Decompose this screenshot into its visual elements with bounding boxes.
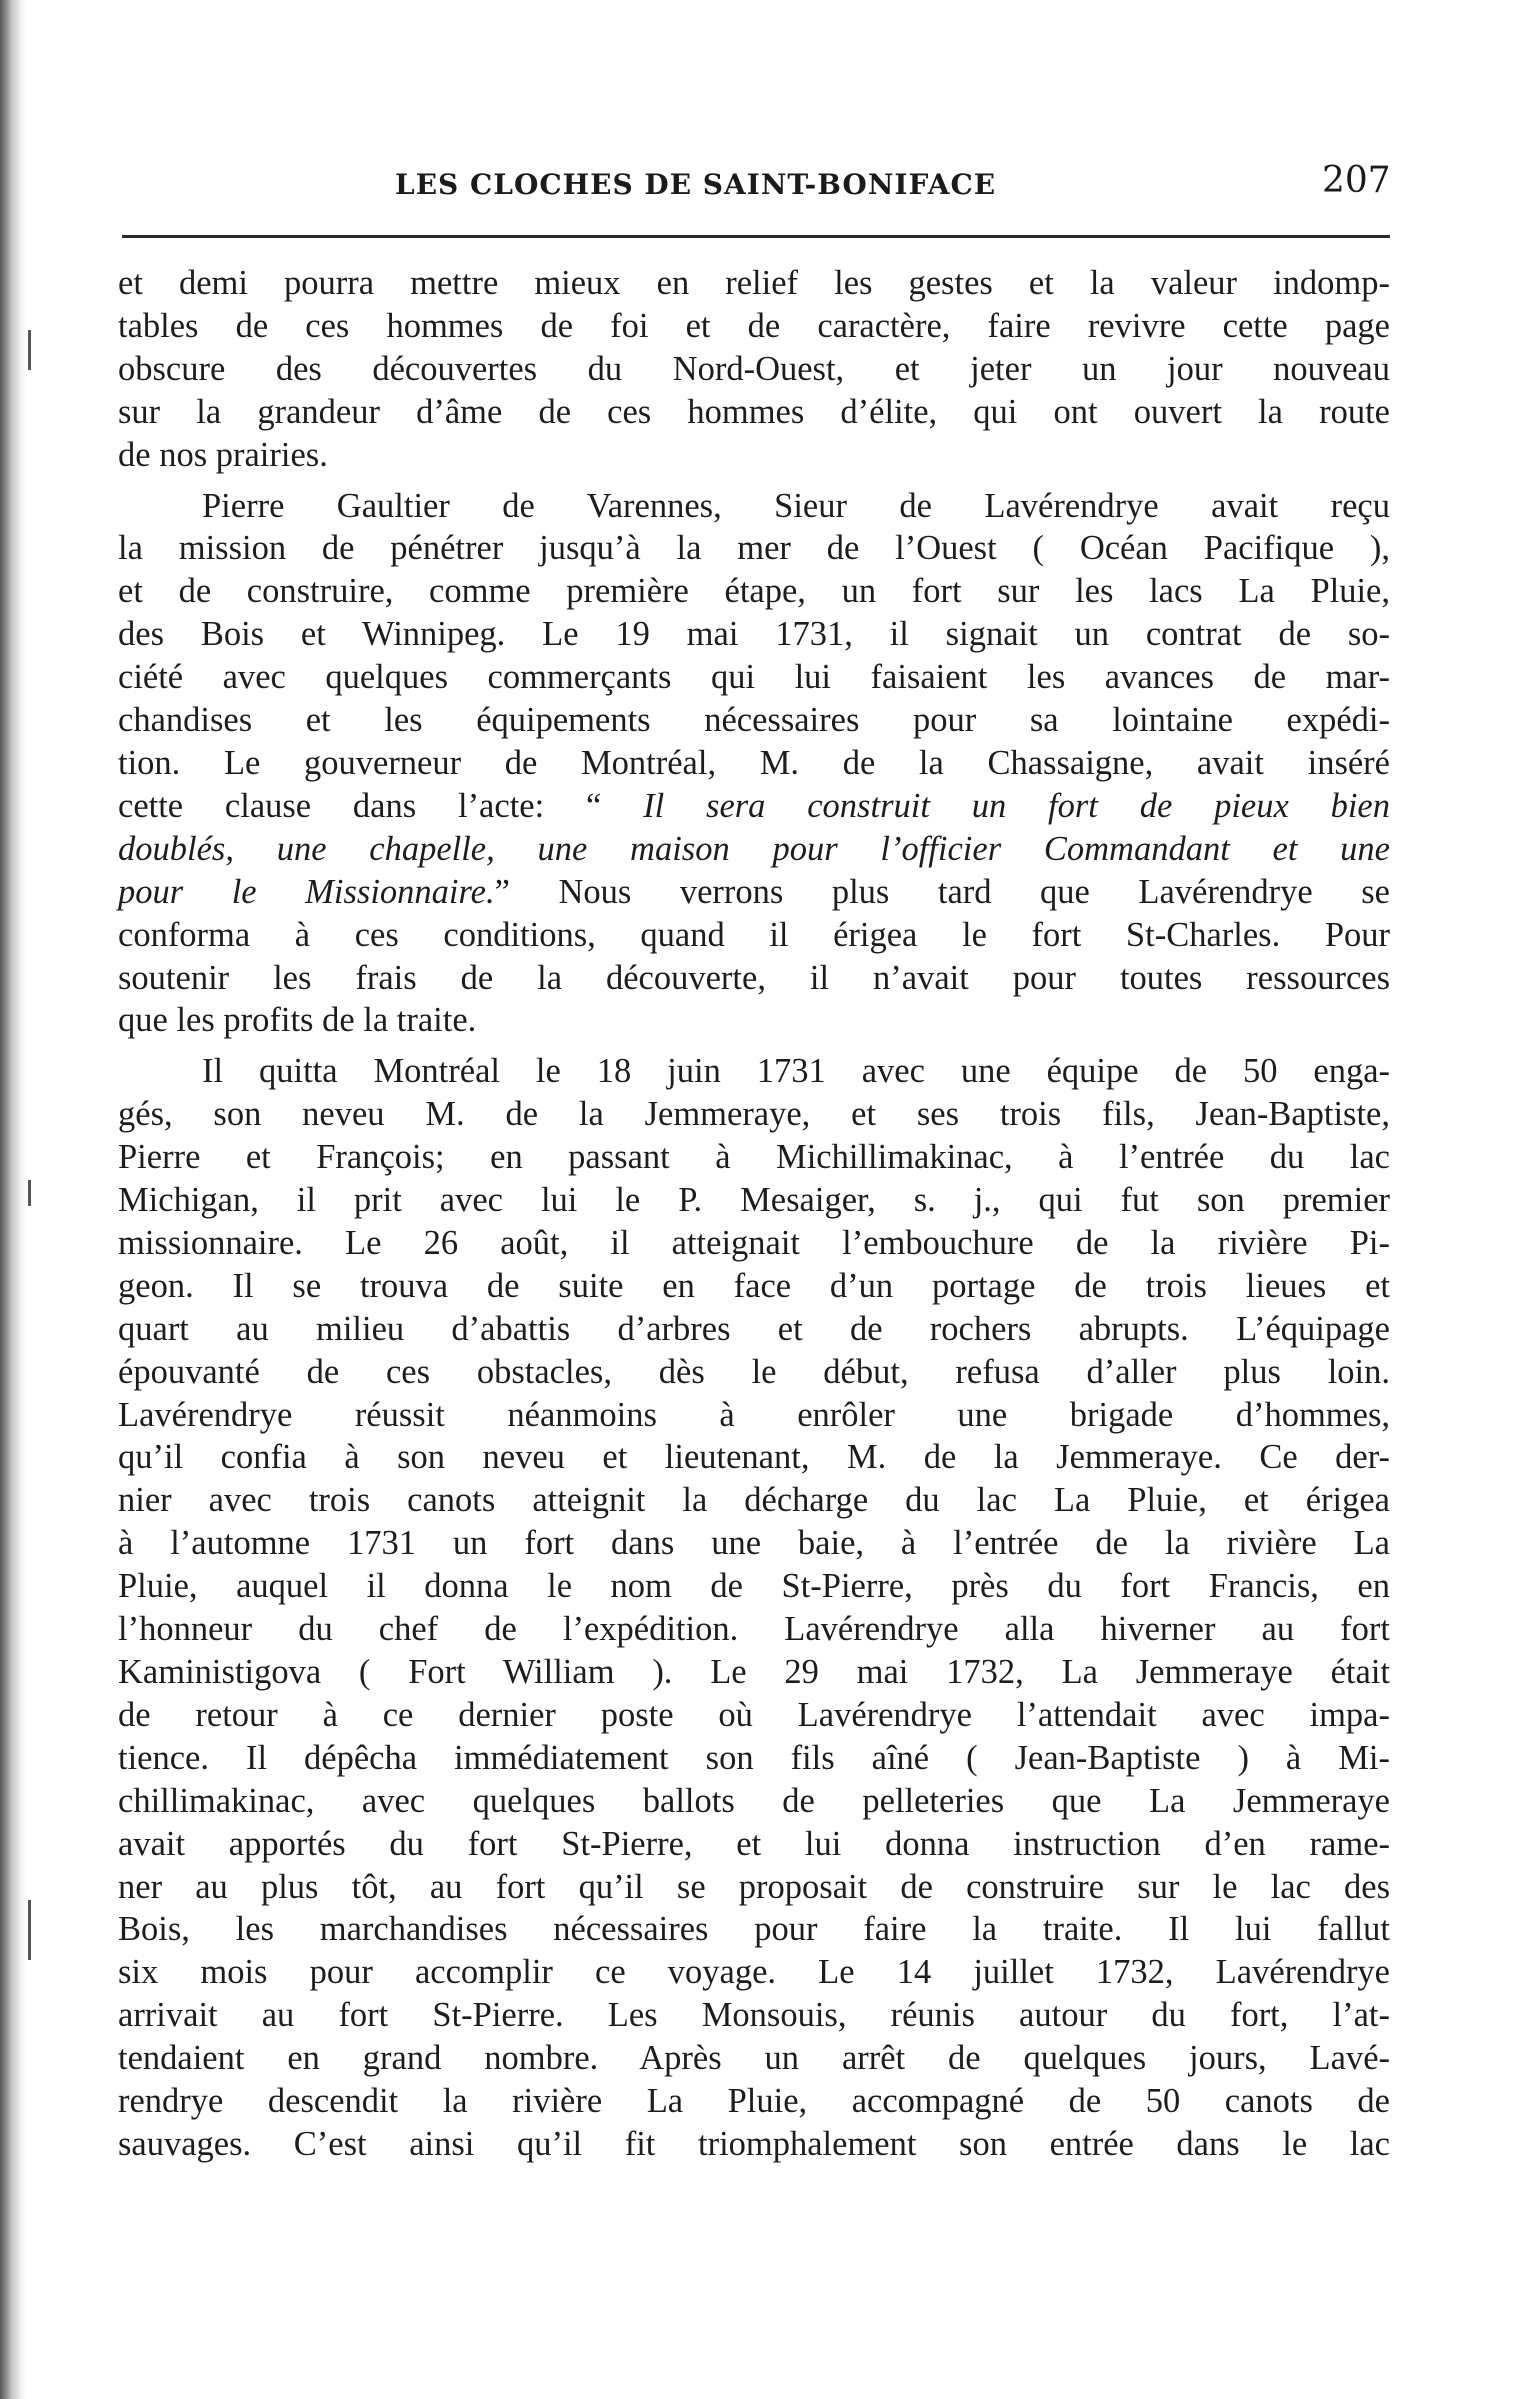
text-line: tience. Il dépêcha immédiatement son fils aîné ( Jean-Baptiste ) à Mi- [118,1738,1390,1777]
text-line: la mission de pénétrer jusqu’à la mer de l’Ouest ( Océan Pacifique ), [118,529,1390,568]
quoted-text: Il sera construit un fort de pieux bien [643,786,1390,825]
text-line: qu’il confia à son neveu et lieutenant, M. de la Jemmeraye. Ce der- [118,1438,1390,1477]
text-run: ” Nous verrons plus tard que Lavérendrye se [494,872,1390,911]
text-line: tables de ces hommes de foi et de caractère, faire revivre cette page [118,306,1390,345]
text-line: épouvanté de ces obstacles, dès le début, refusa d’aller plus loin. [118,1352,1390,1391]
scan-speck [28,330,31,370]
text-line: ciété avec quelques commerçants qui lui faisaient les avances de mar- [118,658,1390,697]
text-line: tendaient en grand nombre. Après un arrêt de quelques jours, Lavé- [118,2039,1390,2078]
text-line: de retour à ce dernier poste où Lavérendrye l’attendait avec impa- [118,1695,1390,1734]
text-line: obscure des découvertes du Nord-Ouest, et jeter un jour nouveau [118,349,1390,388]
text-line: sauvages. C’est ainsi qu’il fit triomphalement son entrée dans le lac [118,2124,1390,2163]
text-line: geon. Il se trouva de suite en face d’un portage de trois lieues et [118,1266,1390,1305]
scan-edge-shadow [0,0,26,2399]
scan-speck [28,1900,31,1960]
body-text [118,262,1390,2172]
quoted-text: doublés, une chapelle, une maison pour l’officier Commandant et une [118,829,1390,868]
quoted-text: pour le Missionnaire. [118,872,495,911]
text-line: Bois, les marchandises nécessaires pour faire la traite. Il lui fallut [118,1910,1390,1949]
text-line: soutenir les frais de la découverte, il n’avait pour toutes ressources [118,958,1390,997]
text-line: avait apportés du fort St-Pierre, et lui donna instruction d’en rame- [118,1824,1390,1863]
text-line: sur la grandeur d’âme de ces hommes d’élite, qui ont ouvert la route [118,392,1390,431]
text-line: que les profits de la traite. [118,1001,477,1040]
text-line: chandises et les équipements nécessaires pour sa lointaine expédi- [118,701,1390,740]
text-line: Lavérendrye réussit néanmoins à enrôler une brigade d’hommes, [118,1395,1390,1434]
text-line: ner au plus tôt, au fort qu’il se proposait de construire sur le lac des [118,1867,1390,1906]
text-line [118,871,1390,914]
page-number: 207 [1322,160,1391,201]
header-rule [122,235,1390,238]
paragraph [118,262,1390,477]
text-line: quart au milieu d’abattis d’arbres et de rochers abrupts. L’équipage [118,1309,1390,1348]
text-line: l’honneur du chef de l’expédition. Lavérendrye alla hiverner au fort [118,1610,1390,1649]
text-line: des Bois et Winnipeg. Le 19 mai 1731, il signait un contrat de so- [118,615,1390,654]
text-line: et de construire, comme première étape, un fort sur les lacs La Pluie, [118,572,1390,611]
text-line: conforma à ces conditions, quand il érigea le fort St-Charles. Pour [118,915,1390,954]
text-line: Michigan, il prit avec lui le P. Mesaiger, s. j., qui fut son premier [118,1181,1390,1220]
text-line: à l’automne 1731 un fort dans une baie, à l’entrée de la rivière La [118,1524,1390,1563]
text-line: tion. Le gouverneur de Montréal, M. de la Chassaigne, avait inséré [118,743,1390,782]
text-line: nier avec trois canots atteignit la décharge du lac La Pluie, et érigea [118,1481,1390,1520]
text-line [118,828,1390,871]
text-line [118,785,1390,828]
text-line: de nos prairies. [118,435,328,474]
text-line: arrivait au fort St-Pierre. Les Monsouis, réunis autour du fort, l’at- [118,1996,1390,2035]
text-line: et demi pourra mettre mieux en relief les gestes et la valeur indomp- [118,264,1390,302]
running-title: LES CLOCHES DE SAINT-BONIFACE [395,168,997,201]
paragraph [118,485,1390,1043]
text-line: Il quitta Montréal le 18 juin 1731 avec une équipe de 50 enga- [202,1052,1390,1091]
text-line: missionnaire. Le 26 août, il atteignait l’embouchure de la rivière Pi- [118,1223,1390,1262]
text-line: chillimakinac, avec quelques ballots de pelleteries que La Jemmeraye [118,1781,1390,1820]
text-line: gés, son neveu M. de la Jemmeraye, et ses trois fils, Jean-Baptiste, [118,1095,1390,1134]
text-line: six mois pour accomplir ce voyage. Le 14 juillet 1732, Lavérendrye [118,1953,1390,1992]
scan-speck [28,1180,31,1206]
text-line: Pierre Gaultier de Varennes, Sieur de Lavérendrye avait reçu [202,486,1390,525]
text-line: Pluie, auquel il donna le nom de St-Pierre, près du fort Francis, en [118,1567,1390,1606]
text-line: rendrye descendit la rivière La Pluie, accompagné de 50 canots de [118,2082,1390,2121]
text-line: Pierre et François; en passant à Michillimakinac, à l’entrée du lac [118,1138,1390,1177]
text-run: cette clause dans l’acte: “ [118,786,644,825]
text-line: Kaministigova ( Fort William ). Le 29 mai 1732, La Jemmeraye était [118,1653,1390,1691]
paragraph [118,1050,1390,2166]
